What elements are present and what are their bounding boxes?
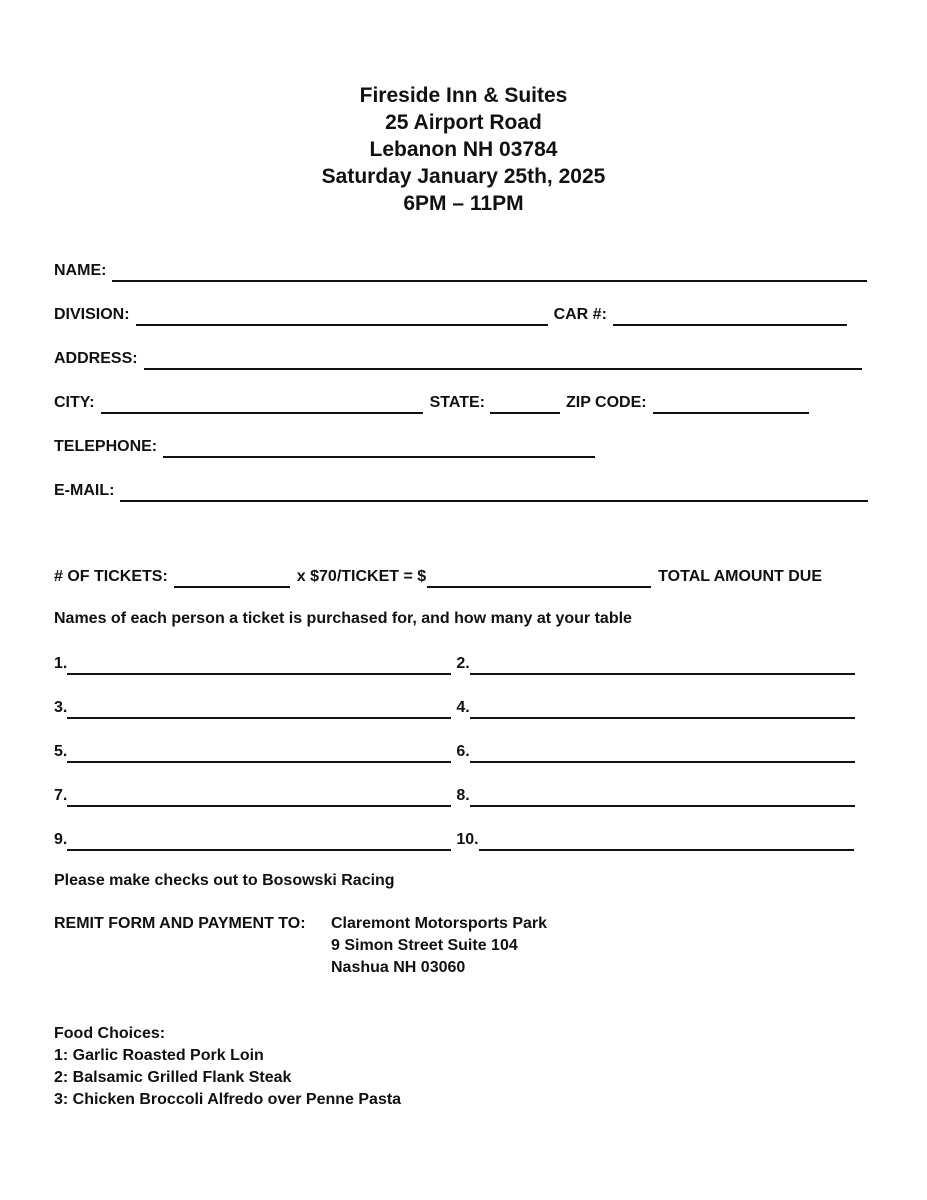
attendee-field[interactable] (67, 829, 451, 851)
attendee-field[interactable] (67, 785, 451, 807)
remit-line: 9 Simon Street Suite 104 (331, 937, 518, 954)
attendee-row (54, 827, 854, 851)
city-label: CITY: (54, 394, 95, 411)
name-label: NAME: (54, 262, 107, 279)
event-date: Saturday January 25th, 2025 (321, 165, 606, 188)
event-header (0, 82, 927, 217)
telephone-label: TELEPHONE: (54, 438, 158, 455)
remit-line: Nashua NH 03060 (331, 959, 466, 976)
attendee-field[interactable] (470, 741, 855, 763)
names-instruction: Names of each person a ticket is purchased for, and how many at your table (54, 610, 632, 627)
attendee-number: 4. (456, 699, 470, 716)
checks-note: Please make checks out to Bosowski Racing (54, 872, 395, 889)
food-item: 3: Chicken Broccoli Alfredo over Penne Pasta (54, 1091, 402, 1108)
attendee-number: 9. (54, 831, 68, 848)
attendee-number: 6. (456, 743, 470, 760)
address-field[interactable] (144, 348, 862, 370)
car-label: CAR #: (553, 306, 607, 323)
state-field[interactable] (490, 392, 560, 414)
zip-label: ZIP CODE: (566, 394, 647, 411)
remit-line: Claremont Motorsports Park (331, 915, 548, 932)
division-row (54, 302, 847, 326)
attendee-field[interactable] (470, 697, 855, 719)
email-label: E-MAIL: (54, 482, 115, 499)
food-item: 2: Balsamic Grilled Flank Steak (54, 1069, 292, 1086)
city-row (54, 390, 809, 414)
attendee-number: 5. (54, 743, 68, 760)
telephone-row (54, 434, 595, 458)
ticket-count-field[interactable] (174, 566, 290, 588)
tickets-label: # OF TICKETS: (54, 568, 168, 585)
food-title: Food Choices: (54, 1025, 166, 1042)
attendee-row (54, 739, 855, 763)
city-field[interactable] (101, 392, 423, 414)
remit-address (331, 913, 547, 979)
ticket-price-label: x $70/TICKET = $ (296, 568, 427, 585)
attendee-field[interactable] (67, 697, 451, 719)
email-row (54, 478, 868, 502)
event-time: 6PM – 11PM (403, 192, 524, 215)
address-label: ADDRESS: (54, 350, 138, 367)
attendee-number: 8. (456, 787, 470, 804)
attendee-field[interactable] (479, 829, 854, 851)
remit-label: REMIT FORM AND PAYMENT TO: (54, 915, 306, 932)
telephone-field[interactable] (163, 436, 595, 458)
food-item: 1: Garlic Roasted Pork Loin (54, 1047, 264, 1064)
zip-code-field[interactable] (653, 392, 809, 414)
address-row (54, 346, 862, 370)
car-number-field[interactable] (613, 304, 847, 326)
attendee-number: 3. (54, 699, 68, 716)
venue-street: 25 Airport Road (385, 111, 542, 134)
email-field[interactable] (120, 480, 868, 502)
name-field[interactable] (112, 260, 867, 282)
attendee-row (54, 695, 855, 719)
venue-city: Lebanon NH 03784 (369, 138, 558, 161)
total-due-label: TOTAL AMOUNT DUE (658, 568, 823, 585)
tickets-row (54, 564, 822, 588)
attendee-field[interactable] (470, 785, 855, 807)
division-field[interactable] (136, 304, 548, 326)
name-row (54, 258, 867, 282)
venue-name: Fireside Inn & Suites (359, 84, 568, 107)
total-amount-field[interactable] (427, 566, 651, 588)
attendee-field[interactable] (67, 741, 451, 763)
attendee-row (54, 651, 855, 675)
state-label: STATE: (429, 394, 485, 411)
attendee-number: 10. (456, 831, 479, 848)
attendee-number: 7. (54, 787, 68, 804)
division-label: DIVISION: (54, 306, 130, 323)
food-choices (54, 1023, 401, 1111)
attendee-row (54, 783, 855, 807)
attendee-field[interactable] (470, 653, 855, 675)
attendee-number: 2. (456, 655, 470, 672)
attendee-field[interactable] (67, 653, 451, 675)
attendee-number: 1. (54, 655, 68, 672)
